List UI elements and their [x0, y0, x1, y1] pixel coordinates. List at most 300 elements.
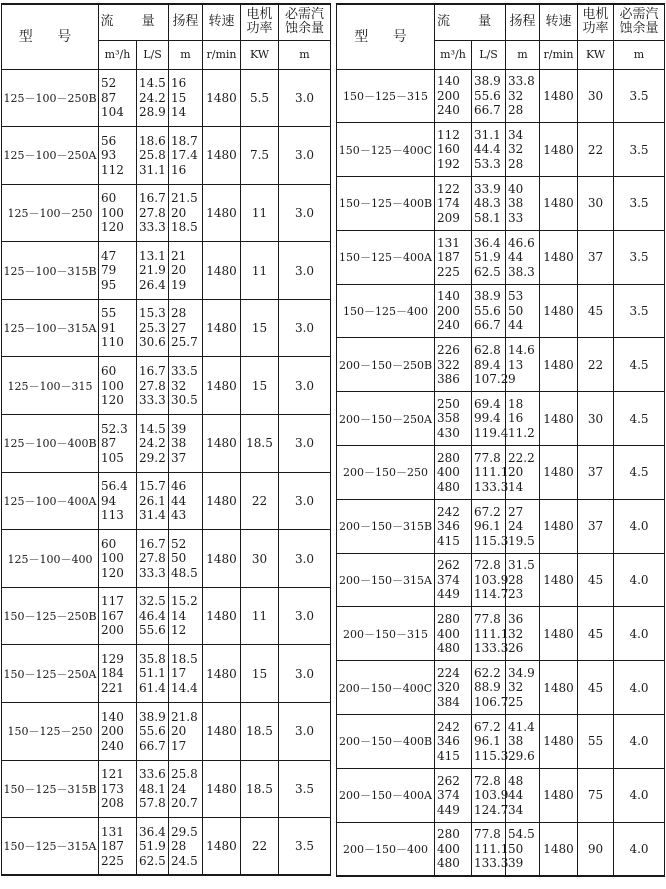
model-header: 型 号 [2, 4, 99, 69]
m3h-value: 104 [101, 105, 124, 120]
head-cell [169, 760, 203, 818]
ls-cell [137, 69, 169, 127]
power-cell: 45 [578, 284, 614, 338]
ls-cell [137, 415, 169, 473]
m3h-value: 173 [101, 781, 124, 796]
npsh-cell: 4.5 [614, 392, 665, 446]
ls-value: 24.2 [139, 90, 166, 105]
m3h-value: 320 [437, 680, 460, 695]
ls-value: 62.5 [139, 853, 166, 868]
m3h-value: 160 [437, 142, 460, 157]
speed-cell: 1480 [203, 69, 241, 127]
speed-cell: 1480 [540, 177, 578, 231]
head-value: 41.4 [508, 719, 535, 734]
ls-value: 133.3 [474, 479, 509, 494]
power-cell: 37 [578, 499, 614, 553]
m3h-value: 113 [101, 508, 124, 523]
m3h-value: 280 [437, 450, 460, 465]
head-value: 44 [171, 493, 187, 508]
ls-cell [137, 299, 169, 357]
ls-cell [137, 703, 169, 761]
m3h-value: 280 [437, 612, 460, 627]
head-value: 20 [171, 724, 187, 739]
head-value: 13 [508, 357, 524, 372]
m3h-value: 240 [437, 318, 460, 333]
ls-value: 36.4 [139, 824, 166, 839]
ls-value: 28.9 [139, 105, 166, 120]
head-value: 38.3 [508, 264, 535, 279]
head-value: 32 [171, 378, 187, 393]
ls-value: 15.3 [139, 306, 166, 321]
m3h-value: 374 [437, 788, 460, 802]
ls-value: 38.9 [474, 74, 501, 89]
head-value: 18.5 [171, 220, 198, 235]
ls-value: 51.9 [139, 839, 166, 854]
head-cell [506, 123, 540, 177]
speed-cell: 1480 [203, 818, 241, 876]
m3h-cell [435, 607, 472, 661]
ls-value: 16.7 [139, 364, 166, 379]
head-cell [506, 553, 540, 607]
head-cell [169, 645, 203, 703]
ls-value: 14.5 [139, 421, 166, 436]
m3h-cell [435, 499, 472, 553]
ls-value: 111.1 [474, 465, 509, 480]
table-row [2, 587, 331, 645]
head-value: 38 [508, 196, 524, 211]
head-header: 扬程 [506, 4, 540, 40]
speed-cell: 1480 [540, 661, 578, 715]
npsh-cell: 3.0 [279, 703, 331, 761]
npsh-cell: 3.5 [614, 284, 665, 338]
column-divider [331, 0, 335, 889]
m3h-value: 358 [437, 411, 460, 426]
head-value: 44 [508, 788, 524, 802]
head-value: 39 [508, 856, 524, 871]
head-value: 27 [171, 320, 187, 335]
head-value: 38 [508, 734, 524, 749]
table-row [2, 530, 331, 588]
head-cell [169, 530, 203, 588]
head-cell [169, 357, 203, 415]
head-value: 50 [508, 841, 524, 856]
head-value: 31.5 [508, 558, 535, 573]
model-cell: 125－100－250B [2, 69, 99, 127]
m3h-value: 60 [101, 364, 117, 379]
ls-value: 106.7 [474, 694, 509, 709]
table-row [2, 760, 331, 818]
ls-cell [137, 472, 169, 530]
m3h-value: 47 [101, 248, 117, 263]
ls-value: 48.1 [139, 781, 166, 796]
ls-value: 111.1 [474, 626, 509, 641]
m3h-cell [99, 69, 137, 127]
head-value: 33.5 [171, 364, 198, 379]
ls-value: 72.8 [474, 558, 501, 573]
ls-cell [472, 177, 506, 231]
m3h-value: 95 [101, 277, 117, 292]
ls-value: 62.2 [474, 665, 501, 680]
m3h-value: 242 [437, 719, 460, 734]
head-value: 32 [508, 626, 524, 641]
head-cell [506, 69, 540, 123]
head-value: 21.5 [171, 191, 198, 206]
m3h-cell [99, 760, 137, 818]
head-value: 19 [171, 277, 187, 292]
table-row [2, 127, 331, 185]
speed-cell: 1480 [203, 760, 241, 818]
ls-value: 51.9 [474, 250, 501, 265]
model-cell: 150－125－250 [2, 703, 99, 761]
speed-header: 转速 [540, 4, 578, 40]
head-value: 54.5 [508, 827, 535, 842]
ls-value: 25.3 [139, 320, 166, 335]
ls-value: 38.9 [139, 709, 166, 724]
npsh-cell: 3.0 [279, 472, 331, 530]
m3h-value: 121 [101, 767, 124, 782]
ls-value: 31.1 [474, 127, 501, 142]
m3h-value: 449 [437, 587, 460, 602]
ls-value: 33.3 [139, 220, 166, 235]
power-cell: 55 [578, 715, 614, 769]
head-cell [506, 230, 540, 284]
head-value: 24.5 [171, 853, 198, 868]
model-cell: 150－125－315B [2, 760, 99, 818]
ls-value: 55.6 [139, 724, 166, 739]
m3h-value: 105 [101, 450, 124, 465]
head-cell [506, 499, 540, 553]
power-cell: 15 [241, 357, 279, 415]
ls-cell [137, 645, 169, 703]
head-value: 22.2 [508, 450, 535, 465]
speed-cell: 1480 [203, 587, 241, 645]
flow-unit-m3h: m³/h [435, 40, 472, 69]
ls-value: 103.9 [474, 572, 509, 587]
head-value: 29.5 [171, 824, 198, 839]
speed-cell: 1480 [203, 703, 241, 761]
head-value: 39 [171, 421, 187, 436]
model-header: 型 号 [337, 4, 435, 69]
ls-value: 38.9 [474, 289, 501, 304]
m3h-cell [435, 715, 472, 769]
speed-cell: 1480 [203, 299, 241, 357]
ls-value: 16.7 [139, 191, 166, 206]
m3h-value: 209 [437, 210, 460, 225]
m3h-cell [435, 284, 472, 338]
npsh-cell: 3.0 [279, 127, 331, 185]
npsh-cell: 3.5 [614, 230, 665, 284]
ls-value: 32.5 [139, 594, 166, 609]
ls-value: 55.6 [474, 88, 501, 103]
ls-value: 107.2 [474, 372, 509, 387]
npsh-cell: 4.0 [614, 768, 665, 822]
power-cell: 22 [241, 818, 279, 876]
head-value: 34.9 [508, 665, 535, 680]
head-value: 33 [508, 210, 524, 225]
npsh-cell: 3.5 [614, 69, 665, 123]
npsh-cell: 4.0 [614, 553, 665, 607]
head-cell [506, 177, 540, 231]
power-unit: KW [578, 40, 614, 69]
speed-cell: 1480 [540, 607, 578, 661]
ls-value: 96.1 [474, 519, 501, 534]
ls-cell [472, 123, 506, 177]
model-cell: 200－150－315 [337, 607, 435, 661]
npsh-cell: 3.0 [279, 645, 331, 703]
npsh-cell: 3.0 [279, 184, 331, 242]
head-value: 28 [171, 839, 187, 854]
ls-value: 72.8 [474, 773, 501, 788]
table-row [337, 446, 665, 500]
ls-value: 89.4 [474, 357, 501, 372]
head-cell [506, 607, 540, 661]
npsh-cell: 3.5 [279, 818, 331, 876]
ls-value: 124.7 [474, 802, 509, 817]
head-value: 11.2 [508, 425, 535, 440]
model-cell: 200－150－400A [337, 768, 435, 822]
model-cell: 200－150－250A [337, 392, 435, 446]
head-value: 20 [508, 465, 524, 480]
head-value: 46 [171, 479, 187, 494]
table-row [337, 177, 665, 231]
speed-cell: 1480 [203, 127, 241, 185]
head-value: 46.6 [508, 235, 535, 250]
head-cell [506, 768, 540, 822]
head-value: 25.8 [171, 767, 198, 782]
m3h-value: 400 [437, 465, 460, 480]
power-cell: 75 [578, 768, 614, 822]
m3h-value: 200 [437, 88, 460, 103]
head-cell [169, 587, 203, 645]
ls-cell [472, 822, 509, 876]
m3h-value: 87 [101, 90, 117, 105]
head-value: 32 [508, 680, 524, 695]
head-value: 36 [508, 612, 524, 627]
m3h-value: 112 [437, 127, 460, 142]
head-cell [506, 822, 540, 876]
head-value: 50 [508, 303, 524, 318]
m3h-value: 280 [437, 827, 460, 842]
head-value: 15.2 [171, 594, 198, 609]
model-cell: 125－100－400 [2, 530, 99, 588]
head-value: 38 [171, 436, 187, 451]
npsh-cell: 3.0 [279, 299, 331, 357]
ls-cell [472, 607, 509, 661]
ls-value: 58.1 [474, 210, 501, 225]
head-value: 53 [508, 289, 524, 304]
model-cell: 200－150－250 [337, 446, 435, 500]
ls-value: 66.7 [474, 103, 501, 118]
ls-value: 53.3 [474, 156, 501, 171]
m3h-value: 250 [437, 396, 460, 411]
m3h-value: 140 [437, 289, 460, 304]
m3h-value: 91 [101, 320, 117, 335]
power-cell: 11 [241, 242, 279, 300]
npsh-header: 必需汽蚀余量 [279, 4, 331, 40]
head-value: 27 [508, 504, 524, 519]
npsh-cell: 3.0 [279, 242, 331, 300]
pump-spec-table-right [336, 3, 665, 877]
npsh-unit: m [614, 40, 665, 69]
m3h-value: 262 [437, 773, 460, 788]
speed-cell: 1480 [203, 645, 241, 703]
ls-value: 66.7 [139, 738, 166, 753]
power-unit: KW [241, 40, 279, 69]
ls-value: 62.8 [474, 343, 501, 358]
ls-value: 33.3 [139, 565, 166, 580]
ls-value: 115.3 [474, 533, 509, 548]
m3h-value: 87 [101, 436, 117, 451]
flow-unit-m3h: m³/h [99, 40, 137, 69]
m3h-value: 131 [437, 235, 460, 250]
m3h-value: 56 [101, 133, 117, 148]
m3h-cell [99, 127, 137, 185]
head-cell [169, 299, 203, 357]
ls-value: 103.9 [474, 788, 509, 802]
m3h-cell [435, 69, 472, 123]
m3h-value: 386 [437, 372, 460, 387]
model-cell: 150－125－315 [337, 69, 435, 123]
speed-cell: 1480 [203, 184, 241, 242]
ls-value: 16.7 [139, 536, 166, 551]
head-cell [169, 69, 203, 127]
m3h-value: 226 [437, 343, 460, 358]
m3h-cell [435, 661, 472, 715]
m3h-value: 480 [437, 856, 460, 871]
m3h-cell [435, 446, 472, 500]
table-row [337, 768, 665, 822]
model-cell: 150－125－250B [2, 587, 99, 645]
npsh-unit: m [279, 40, 331, 69]
head-value: 44 [508, 318, 524, 333]
head-value: 28 [508, 572, 524, 587]
ls-cell [472, 553, 509, 607]
head-value: 20.7 [171, 796, 198, 811]
speed-cell: 1480 [203, 357, 241, 415]
power-cell: 30 [578, 392, 614, 446]
head-value: 14 [171, 608, 187, 623]
ls-cell [472, 661, 509, 715]
m3h-value: 100 [101, 205, 124, 220]
table-row [2, 703, 331, 761]
table-row [337, 715, 665, 769]
m3h-value: 240 [101, 738, 124, 753]
head-value: 16 [171, 76, 187, 91]
ls-cell [137, 818, 169, 876]
m3h-value: 117 [101, 594, 124, 609]
npsh-cell: 3.0 [279, 69, 331, 127]
m3h-value: 174 [437, 196, 460, 211]
m3h-value: 79 [101, 263, 117, 278]
ls-value: 55.6 [474, 303, 501, 318]
m3h-cell [99, 818, 137, 876]
power-cell: 18.5 [241, 415, 279, 473]
head-value: 40 [508, 181, 524, 196]
ls-value: 15.7 [139, 479, 166, 494]
speed-cell: 1480 [203, 415, 241, 473]
head-value: 21.8 [171, 709, 198, 724]
table-row [337, 499, 665, 553]
model-cell: 125－100－315 [2, 357, 99, 415]
table-row [337, 822, 665, 876]
head-value: 26 [508, 641, 524, 656]
m3h-value: 120 [101, 393, 124, 408]
head-header: 扬程 [169, 4, 203, 40]
pump-spec-table-left [1, 3, 331, 876]
flow-header: 流 量 [99, 4, 169, 40]
head-value: 25 [508, 694, 524, 709]
m3h-value: 129 [101, 651, 124, 666]
head-value: 34 [508, 127, 524, 142]
left-table-body [2, 69, 331, 875]
power-cell: 30 [241, 530, 279, 588]
m3h-value: 400 [437, 841, 460, 856]
speed-cell: 1480 [203, 530, 241, 588]
m3h-cell [99, 587, 137, 645]
ls-value: 21.9 [139, 263, 166, 278]
ls-cell [472, 392, 509, 446]
table-row [337, 392, 665, 446]
head-cell [506, 715, 540, 769]
model-cell: 200－150－250B [337, 338, 435, 392]
npsh-header: 必需汽蚀余量 [614, 4, 665, 40]
power-cell: 5.5 [241, 69, 279, 127]
ls-value: 66.7 [474, 318, 501, 333]
head-cell [169, 242, 203, 300]
ls-cell [137, 242, 169, 300]
m3h-cell [99, 299, 137, 357]
head-value: 16 [171, 162, 187, 177]
ls-value: 27.8 [139, 378, 166, 393]
power-cell: 18.5 [241, 760, 279, 818]
head-value: 18.5 [171, 651, 198, 666]
ls-value: 14.5 [139, 76, 166, 91]
head-value: 14.4 [171, 680, 198, 695]
m3h-value: 192 [437, 156, 460, 171]
speed-cell: 1480 [540, 715, 578, 769]
flow-header: 流 量 [435, 4, 506, 40]
head-value: 21 [171, 248, 187, 263]
m3h-value: 52.3 [101, 421, 128, 436]
ls-value: 119.4 [474, 425, 509, 440]
model-cell: 150－125－400C [337, 123, 435, 177]
model-cell: 200－150－315B [337, 499, 435, 553]
m3h-cell [435, 392, 472, 446]
table-row [337, 607, 665, 661]
speed-cell: 1480 [203, 472, 241, 530]
table-row [2, 184, 331, 242]
power-cell: 11 [241, 587, 279, 645]
model-cell: 125－100－400A [2, 472, 99, 530]
power-cell: 22 [578, 338, 614, 392]
head-value: 23 [508, 587, 524, 602]
m3h-value: 122 [437, 181, 460, 196]
m3h-value: 120 [101, 565, 124, 580]
ls-cell [472, 446, 509, 500]
head-value: 17.4 [171, 148, 198, 163]
m3h-value: 415 [437, 748, 460, 763]
m3h-cell [99, 703, 137, 761]
power-cell: 15 [241, 645, 279, 703]
flow-unit-ls: L/S [137, 40, 169, 69]
m3h-value: 374 [437, 572, 460, 587]
head-unit: m [506, 40, 540, 69]
head-value: 43 [171, 508, 187, 523]
m3h-value: 94 [101, 493, 117, 508]
speed-header: 转速 [203, 4, 241, 40]
m3h-value: 200 [101, 724, 124, 739]
model-cell: 150－125－250A [2, 645, 99, 703]
